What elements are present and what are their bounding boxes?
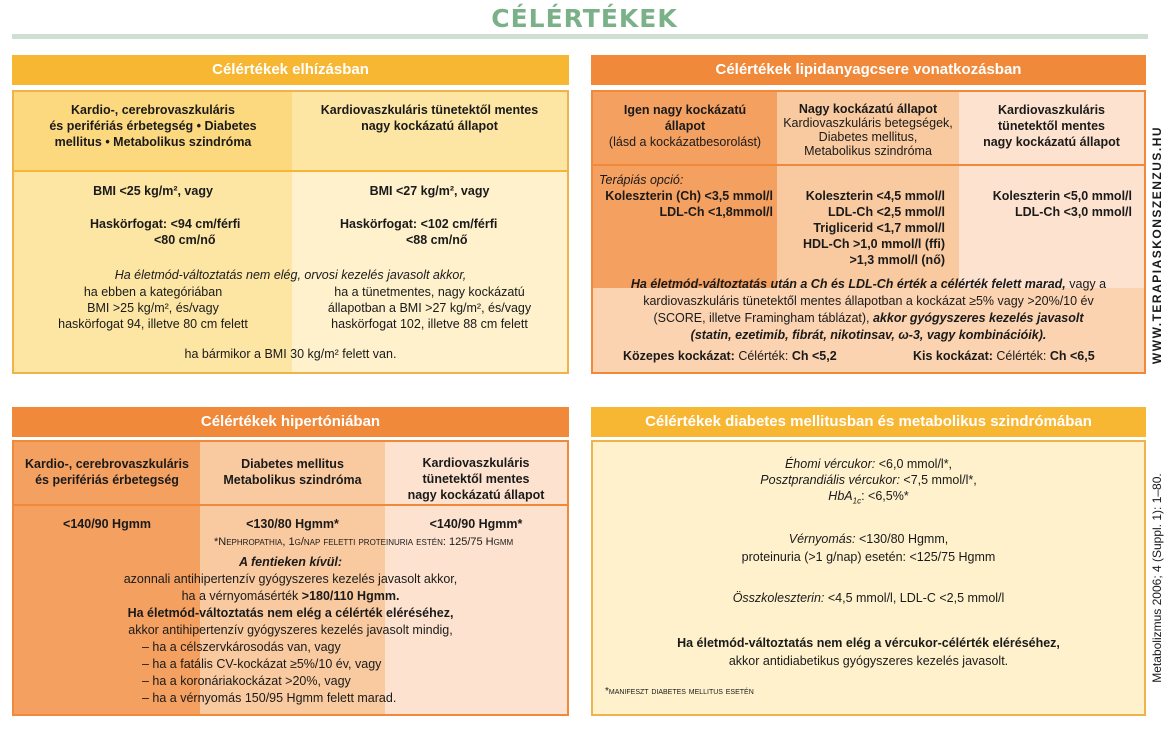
- lipid-panel: [591, 90, 1146, 374]
- hyper-bullet: – ha a célszervkárosodás van, vagy: [142, 640, 341, 654]
- lipid-col2-header: Nagy kockázatú állapot Kardiovaszkuláris betegségek, Diabetes mellitus, Metabolikus szindróma: [783, 102, 953, 158]
- lipid-col1-header: Igen nagy kockázatú állapot (lásd a kockázatbesorolást): [608, 103, 762, 149]
- obesity-if-text: Ha életmód-változtatás nem elég, orvosi kezelés javasolt akkor,: [114, 268, 467, 282]
- obesity-panel: [12, 90, 569, 374]
- page-title: CÉLÉRTÉKEK: [491, 4, 678, 33]
- lipid-header-divider: [593, 164, 1144, 166]
- hyper-bullet: – ha a koronáriakockázat >20%, vagy: [142, 674, 351, 688]
- obesity-col1-waist-male: Haskörfogat: <94 cm/férfi: [90, 217, 241, 231]
- obesity-col1-if: ha ebben a kategóriában BMI >25 kg/m², és/vagy haskörfogat 94, illetve 80 cm felett: [58, 285, 248, 331]
- diabetes-footnote: *manifeszt diabetes mellitus esetén: [605, 686, 754, 697]
- hyper-panel-title: Célértékek hipertóniában: [12, 407, 569, 437]
- lipid-low-risk: Kis kockázat: Célérték: Ch <6,5: [913, 349, 1095, 363]
- obesity-col1-waist-female: <80 cm/nő: [154, 233, 216, 247]
- side-url: WWW.TERAPIASKONSZENZUS.HU: [1150, 125, 1164, 365]
- obesity-col2-if: ha a tünetmentes, nagy kockázatú állapotban a BMI >27 kg/m², és/vagy haskörfogat 102, illetve 88 cm felett: [327, 285, 532, 331]
- hyper-header-divider: [14, 504, 567, 506]
- obesity-col2-waist-male: Haskörfogat: <102 cm/férfi: [340, 217, 498, 231]
- obesity-col1-header: Kardio-, cerebrovaszkuláris és perifériás érbetegség • Diabetes mellitus • Metabolikus szindróma: [49, 103, 257, 149]
- lipid-option: Terápiás opció:: [599, 173, 684, 187]
- obesity-col2-waist-female: <88 cm/nő: [406, 233, 468, 247]
- hyper-col2-header: Diabetes mellitus Metabolikus szindróma: [223, 457, 362, 487]
- lipid-col1-values: Koleszterin (Ch) <3,5 mmol/l LDL-Ch <1,8mmol/l: [605, 189, 773, 219]
- hyper-bullet: – ha a vérnyomás 150/95 Hgmm felett marad.: [142, 691, 397, 705]
- hyper-col3-value: <140/90 Hgmm*: [429, 517, 523, 531]
- side-reference: Metabolizmus 2006; 4 (Suppl. 1): 1–80.: [1150, 472, 1164, 683]
- lipid-col3-header: Kardiovaszkuláris tünetektől mentes nagy kockázatú állapot: [983, 103, 1120, 149]
- diabetes-panel: [591, 440, 1146, 716]
- hyper-col2-value: <130/80 Hgmm*: [246, 517, 339, 531]
- hyper-panel: [12, 440, 569, 716]
- lipid-medium-risk: Közepes kockázat: Célérték: Ch <5,2: [623, 349, 837, 363]
- hyper-body: A fentieken kívül: azonnali antihipertenzív gyógyszeres kezelés javasolt akkor, ha a vérnyomásérték >180/110 Hgmm. Ha életmód-változtatás nem elég a célérték eléréséhez, akkor antihipertenzív gyógyszeres kezelés javasolt mindig,: [123, 555, 458, 637]
- hyper-bullets: [142, 639, 396, 707]
- hyper-col3-header: Kardiovaszkuláris tünetektől mentes nagy kockázatú állapot: [407, 456, 545, 502]
- lipid-panel-title: Célértékek lipidanyagcsere vonatkozásban: [591, 55, 1146, 85]
- obesity-panel-title: Célértékek elhízásban: [12, 55, 569, 85]
- diabetes-treatment: Ha életmód-változtatás nem elég a vércukor-célérték eléréséhez, akkor antidiabetikus gyógyszeres kezelés javasolt.: [677, 636, 1060, 668]
- lipid-col3-values: Koleszterin <5,0 mmol/l LDL-Ch <3,0 mmol/l: [992, 189, 1132, 219]
- diabetes-glucose: Éhomi vércukor: <6,0 mmol/l*, Posztprandiális vércukor: <7,5 mmol/l*, HbA$_{1c}$: <6,5%*: [760, 457, 977, 506]
- lipid-col2-values: Koleszterin <4,5 mmol/l LDL-Ch <2,5 mmol/l Triglicerid <1,7 mmol/l HDL-Ch >1,0 mmol/l (ffi) >1,3 mmol/l (nő): [802, 189, 945, 267]
- hyper-col1-header: Kardio-, cerebrovaszkuláris és perifériás érbetegség: [25, 457, 189, 487]
- hyper-footnote: *Nephropathia, 1g/nap feletti proteinuria estén: 125/75 Hgmm: [214, 536, 514, 548]
- obesity-header-divider: [14, 170, 567, 172]
- lipid-note: Ha életmód-változtatás után a Ch és LDL-Ch érték a célérték felett marad, vagy a kardiovaszkuláris tünetektől mentes állapotban a kockázat ≥5% vagy >20%/10 év (SCORE, illetve Framingham táblázat), akkor gyógyszeres kezelés javasolt (statin, ezetimib, fibrát, nikotinsav, ω-3, vagy kombinációik).: [630, 277, 1107, 342]
- obesity-anytime: ha bármikor a BMI 30 kg/m² felett van.: [184, 347, 397, 361]
- hyper-bullet: – ha a fatális CV-kockázat ≥5%/10 év, vagy: [142, 657, 382, 671]
- hyper-col1-value: <140/90 Hgmm: [63, 517, 151, 531]
- title-rule: [12, 34, 1148, 39]
- diabetes-panel-title: Célértékek diabetes mellitusban és metabolikus szindrómában: [591, 407, 1146, 437]
- diabetes-bp: Vérnyomás: <130/80 Hgmm, proteinuria (>1 g/nap) esetén: <125/75 Hgmm: [741, 532, 996, 564]
- obesity-col1-bmi: BMI <25 kg/m², vagy: [93, 184, 213, 198]
- obesity-col2-bmi: BMI <27 kg/m², vagy: [369, 184, 490, 198]
- diabetes-cholesterol: Összkoleszterin: <4,5 mmol/l, LDL-C <2,5 mmol/l: [732, 591, 1005, 605]
- obesity-col2-header: Kardiovaszkuláris tünetektől mentes nagy kockázatú állapot: [320, 103, 539, 133]
